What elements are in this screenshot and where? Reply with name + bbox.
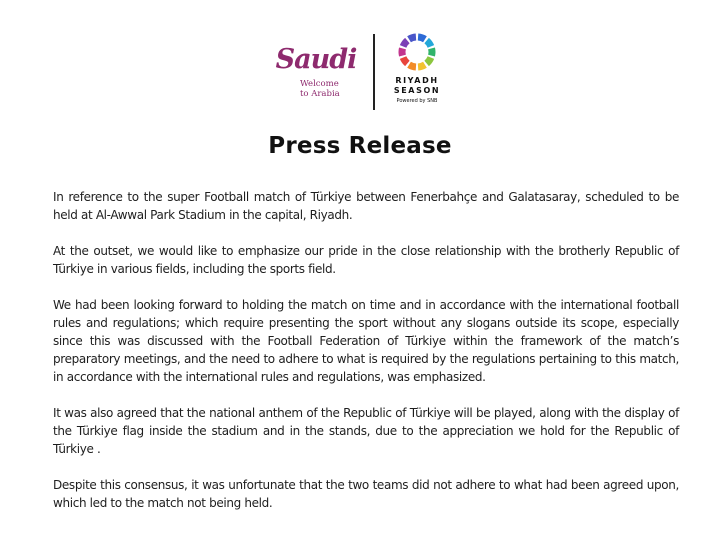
page-title: Press Release [268,133,452,159]
paragraph-1: In reference to the super Football match of Türkiye between Fenerbahçe and Galatasaray, scheduled to be held at Al-Awwal Park Stadium in the capital, Riyadh. [53,190,679,222]
riyadh-season-ring-icon [395,30,439,74]
ring-segment [427,58,431,64]
saudi-tagline-line1: Welcome [300,79,339,89]
riyadh-powered-by: Powered by SNB [396,98,438,104]
saudi-logo-tagline [300,79,360,99]
saudi-tagline-line2: to Arabia [300,89,340,99]
ring-segment [418,65,425,67]
header-logos [0,28,720,112]
ring-segment [409,65,416,67]
riyadh-wordmark-line2: SEASON [393,86,441,95]
riyadh-wordmark-line1: RIYADH [395,76,439,85]
logo-divider [373,34,375,110]
riyadh-season-wordmark [386,76,448,96]
ring-segment [403,58,407,64]
ring-segment [409,37,416,39]
press-release-body [53,188,679,512]
paragraph-3: We had been looking forward to holding the match on time and in accordance with the international football rules and regulations; which require presenting the sport without any slogans outside its scope, especially since this was discussed with the Football Federation of Türkiye within the framework of the match’s preparatory meetings, and the need to adhere to what is required by the regulations pertaining to this match, in accordance with the international rules and regulations, was emphasized. [53,298,679,384]
saudi-welcome-to-arabia-logo [272,44,360,104]
ring-segment [427,41,431,47]
riyadh-season-logo [386,28,448,112]
ring-segment [403,41,407,47]
ring-segment [418,37,425,39]
paragraph-4: It was also agreed that the national anthem of the Republic of Türkiye will be played, along with the display of the Türkiye flag inside the stadium and in the stands, due to the appreciation we hold for the Republic of Türkiye . [53,406,679,456]
paragraph-5: Despite this consensus, it was unfortunate that the two teams did not adhere to what had been agreed upon, which led to the match not being held. [53,478,679,510]
paragraph-2: At the outset, we would like to emphasize our pride in the close relationship with the brotherly Republic of Türkiye in various fields, including the sports field. [53,244,679,276]
saudi-logo-wordmark: Saudi [275,44,357,75]
